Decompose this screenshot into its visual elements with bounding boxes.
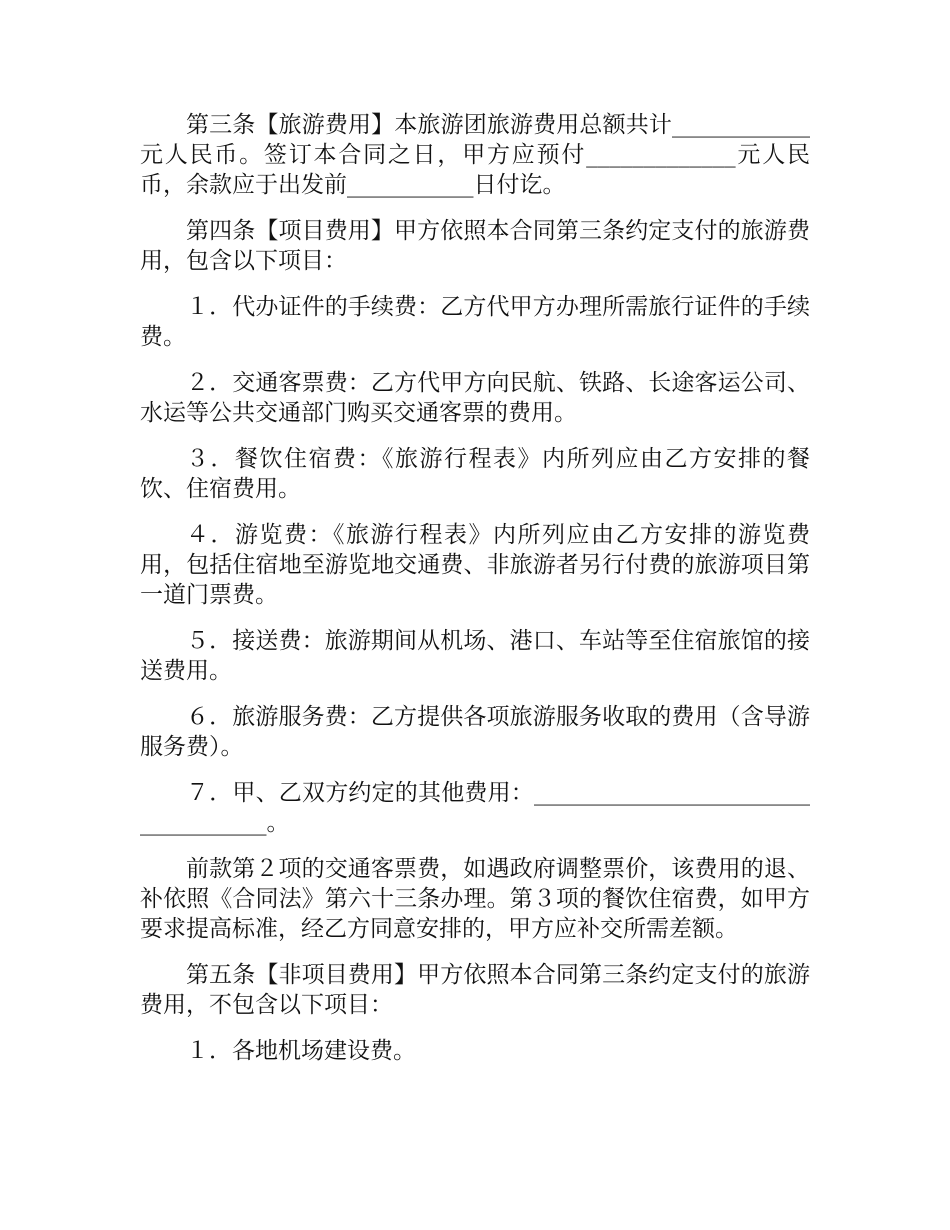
item-4-sightseeing: ４．游览费：《旅游行程表》内所列应由乙方安排的游览费用，包括住宿地至游览地交通费、非旅游者另行付费的旅游项目第一道门票费。 xyxy=(140,522,810,608)
item-6-service-fees: ６．旅游服务费：乙方提供各项旅游服务收取的费用（含导游服务费）。 xyxy=(140,704,810,760)
document-body xyxy=(140,110,810,1082)
non-item-1-airport-fee: １．各地机场建设费。 xyxy=(186,1038,416,1064)
article-5-non-item-fees: 第五条【非项目费用】甲方依照本合同第三条约定支付的旅游费用，不包含以下项目： xyxy=(140,962,810,1018)
item-1-document-fees: １．代办证件的手续费：乙方代甲方办理所需旅行证件的手续费。 xyxy=(140,294,810,350)
fee-adjustment-clause: 前款第２项的交通客票费，如遇政府调整票价，该费用的退、补依照《合同法》第六十三条办理。第３项的餐饮住宿费，如甲方要求提高标准，经乙方同意安排的，甲方应补交所需差额。 xyxy=(140,856,810,942)
item-3-meals-lodging: ３．餐饮住宿费：《旅游行程表》内所列应由乙方安排的餐饮、住宿费用。 xyxy=(140,446,810,502)
item-5-transfer-fees: ５．接送费：旅游期间从机场、港口、车站等至住宿旅馆的接送费用。 xyxy=(140,628,810,684)
article-4-item-fees: 第四条【项目费用】甲方依照本合同第三条约定支付的旅游费用，包含以下项目： xyxy=(140,218,810,274)
article-3-travel-fees: 第三条【旅游费用】本旅游团旅游费用总额共计____________元人民币。签订本合同之日，甲方应预付_____________元人民币，余款应于出发前___________日付讫。 xyxy=(140,112,810,198)
item-7-other-fees: ７．甲、乙双方约定的其他费用：___________________________________。 xyxy=(140,780,810,836)
item-2-transport-tickets: ２．交通客票费：乙方代甲方向民航、铁路、长途客运公司、水运等公共交通部门购买交通客票的费用。 xyxy=(140,370,810,426)
